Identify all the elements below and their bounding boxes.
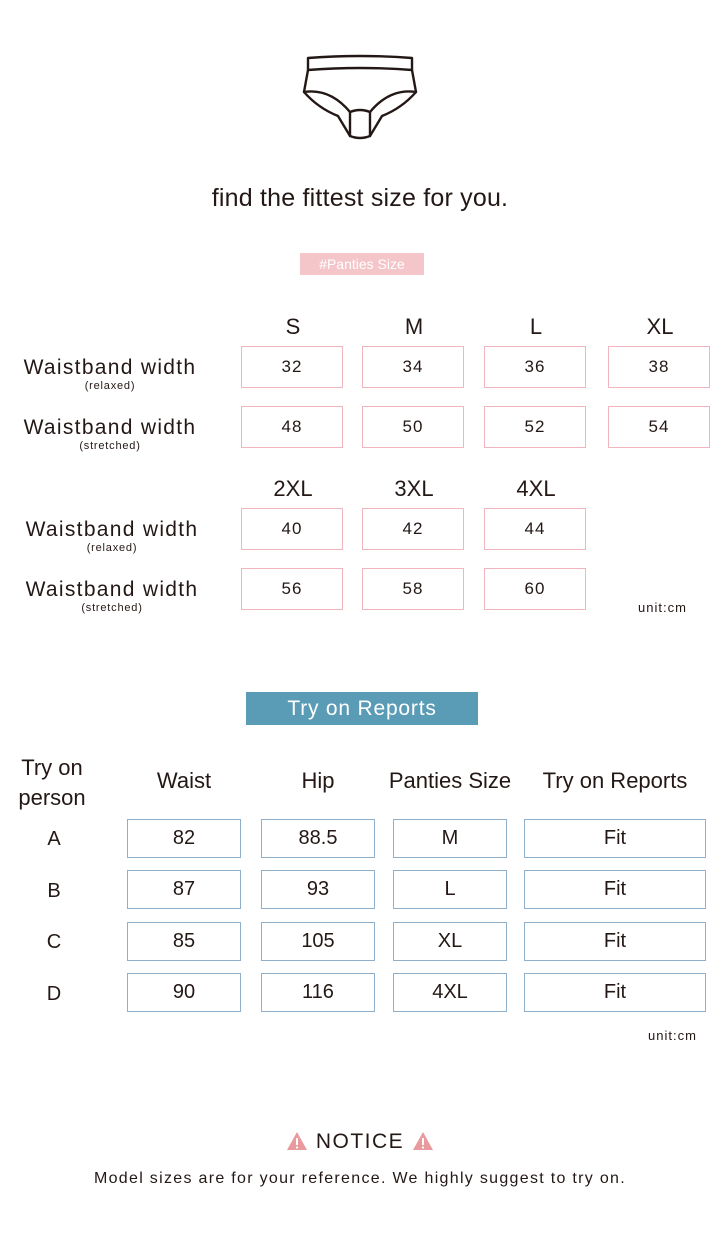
report-cell: Fit	[524, 870, 706, 909]
size-value-cell: 60	[484, 568, 586, 610]
header-try-on-person	[12, 753, 92, 813]
size-header: 2XL	[273, 476, 313, 501]
notice-heading	[0, 1130, 720, 1154]
waist-cell: 82	[127, 819, 241, 858]
size-header: L	[529, 314, 543, 339]
row-label-main: Waistband width	[25, 578, 199, 601]
size-header: XL	[646, 314, 674, 339]
size-cell: 4XL	[393, 973, 507, 1012]
header-hip: Hip	[301, 768, 335, 793]
size-value-cell: 50	[362, 406, 464, 448]
header-try-on-reports: Try on Reports	[542, 768, 688, 793]
waist-cell: 85	[127, 922, 241, 961]
tagline: find the fittest size for you.	[211, 184, 509, 212]
panties-size-label: #Panties Size	[300, 253, 424, 275]
size-value-cell: 34	[362, 346, 464, 388]
waist-cell: 90	[127, 973, 241, 1012]
size-value-cell: 36	[484, 346, 586, 388]
size-header: M	[404, 314, 424, 339]
size-header: 4XL	[516, 476, 556, 501]
panties-icon	[300, 52, 420, 142]
person-label: A	[47, 828, 61, 850]
row-label-main: Waistband width	[23, 356, 197, 379]
size-header: S	[285, 314, 301, 339]
reports-unit-label: unit:cm	[648, 1028, 697, 1043]
row-label-sub: (stretched)	[81, 602, 143, 614]
person-label: C	[46, 931, 62, 953]
row-label-stretched	[2, 578, 222, 614]
hip-cell: 105	[261, 922, 375, 961]
size-cell: L	[393, 870, 507, 909]
notice-title: NOTICE	[315, 1130, 405, 1153]
row-label-sub: (relaxed)	[86, 542, 138, 554]
report-cell: Fit	[524, 819, 706, 858]
size-unit-label: unit:cm	[638, 600, 687, 615]
size-value-cell: 40	[241, 508, 343, 550]
row-label-sub: (stretched)	[79, 440, 141, 452]
row-label-main: Waistband width	[25, 518, 199, 541]
header-person-line1: Try on	[21, 755, 83, 780]
size-value-cell: 58	[362, 568, 464, 610]
hip-cell: 88.5	[261, 819, 375, 858]
warning-icon	[412, 1131, 434, 1151]
size-value-cell: 48	[241, 406, 343, 448]
row-label-relaxed	[2, 518, 222, 554]
row-label-relaxed	[0, 356, 220, 392]
row-label-main: Waistband width	[23, 416, 197, 439]
hip-cell: 116	[261, 973, 375, 1012]
person-label: D	[46, 983, 62, 1005]
warning-icon	[286, 1131, 308, 1151]
person-label: B	[47, 880, 61, 902]
size-cell: M	[393, 819, 507, 858]
row-label-sub: (relaxed)	[84, 380, 136, 392]
size-value-cell: 32	[241, 346, 343, 388]
size-value-cell: 54	[608, 406, 710, 448]
size-header: 3XL	[394, 476, 434, 501]
row-label-stretched	[0, 416, 220, 452]
report-cell: Fit	[524, 973, 706, 1012]
size-value-cell: 42	[362, 508, 464, 550]
size-cell: XL	[393, 922, 507, 961]
size-value-cell: 44	[484, 508, 586, 550]
size-value-cell: 38	[608, 346, 710, 388]
size-value-cell: 52	[484, 406, 586, 448]
waist-cell: 87	[127, 870, 241, 909]
header-panties-size: Panties Size	[388, 768, 512, 793]
header-waist: Waist	[156, 768, 212, 793]
hip-cell: 93	[261, 870, 375, 909]
header-person-line2: person	[18, 785, 86, 810]
try-on-reports-label: Try on Reports	[246, 692, 478, 725]
report-cell: Fit	[524, 922, 706, 961]
size-value-cell: 56	[241, 568, 343, 610]
notice-text: Model sizes are for your reference. We highly suggest to try on.	[93, 1170, 626, 1187]
